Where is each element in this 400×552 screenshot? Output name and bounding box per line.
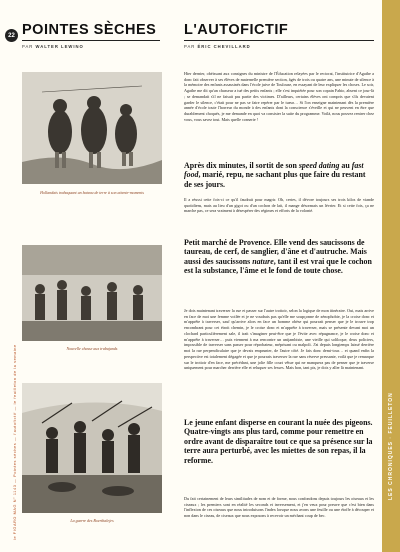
page-number: 22	[5, 29, 18, 42]
left-margin-vertical-text: le FIGARO MAG N° 1143 — Pointes sèches — l'autofictif — le feuilleton de la semaine	[13, 344, 17, 540]
left-byline-author: WALTER LEWINO	[35, 44, 84, 49]
caption-2: Nouvelle chasse aux trabajands	[66, 346, 118, 351]
paragraph-2: Il a réussi cette fois-ci ce qu'il faudrait pour magrir. Oh, certes, il dévore toujours ses trois kilos de viande quotidiens, mais au lieu d'un gigot ou d'un cochon de lait, il mange désormais un lévrier. Et si cette fois, ça ne marche pas, ce sera vraiment à désespérer des régimes et efforts de la volonté.	[184, 197, 374, 214]
engraving-crowd-icon	[22, 245, 162, 341]
right-rubric-rule	[184, 40, 374, 41]
paragraph-4: Du fait certainement de leurs similitudes de nom et de forme, nous confondons depuis toujours les oiseaux et les ciseaux ; les premiers sont en réalité les seconds et inversement, et j'en veux pour preuve que c'est bien dans l'inflexion de ces oiseaux que nous introduisons l'index lorsque nous avons une feuille ou une étoffe à découper et non dans le ciseau, de ciseaux que nous exposons à recevoir un méchant coup de bec.	[184, 496, 374, 519]
right-byline-author: ÉRIC CHEVILLARD	[197, 44, 251, 49]
right-byline	[184, 44, 251, 49]
right-sidebar-band: LES CHRONIQUES · FEUILLETON	[382, 0, 400, 552]
left-rubric-rule	[22, 40, 160, 41]
lead-paragraph-2: Petit marché de Provence. Elle vend des saucissons de taureau, de cerf, de sanglier, d'âne et d'autruche. Mais aussi des saucissons nature, tant il est vrai que le cochon est la substance, l'âme et le fond de toute chose.	[184, 238, 372, 276]
left-rubric-title: POINTES SÈCHES	[22, 22, 157, 38]
paragraph-3: Je dois maintenant traverser la rue et passer sur l'autre trottoir, selon la logique de mon itinéraire. Oui, mais arrive en face de moi une femme voilée et je ne voudrais pas qu'elle me soupçonne de xénophobie, je la croise donc et m'apprête à traverser, sauf qu'arrive alors en face un homme obèse qui pourrait penser que je le trouve trop encombrant pour cet étroit chemin, je le croise donc et m'apprête à traverser, mais se présente devant moi un clochard particulièrement sale, il irait s'imaginer peut-être que je l'évite avec répugnance, je le croise donc et m'apprête à traverser… puis viennent à ma rencontre un unijambiste, une vieille qui soliloque, deux policiers, impossible de traverser sans passer pour réprobateur, méprisant ou malpoli. J'ai depuis longtemps laissé derrière moi la rue perpendiculaire que je devais emprunter, de l'autre côté. Je fais donc demi-tour… et quand enfin la perspective est totalement dégagée et que je pourrais traverser la rue sans réserve pressante, voilà que je remarque sur le trottoir d'en face, me précédant, une jolie fille court vêtue qui ne manquera pas de penser que je traverse uniquement pour marcher derrière elle et reluquer ses fesses. Mais bon, tant pis, je dois y aller là maintenant.	[184, 308, 374, 371]
caption-3: La guerre des Boerthalejes	[70, 518, 114, 523]
paragraph-1: Hier dernier, obéissant aux consignes du ministre de l'Éducation relayées par le rectorat, l'institutrice d'Agathe a donc fait observer à ses élèves de maternelle première section, âgés de trois ou quatre ans, une minute de silence à la mémoire des enfants assassinés dans l'école juive de Toulouse, en essayant de leur expliquer les choses. Le soir, Agathe me dit qu'un chasseur a tué des petits enfants ; elle s'est inquiétée pour son copain Fabio, absent ce jour-là ; se demandait s'il ne faisait pas partie des victimes. D'ailleurs, certains élèves ont compris que s'ils devaient garder le silence, c'était pour ne pas se faire repérer par le tueur… Si l'on enseigne maintenant dès la première année d'école toute l'horreur du monde à des enfants dont la conscience s'éveille et qui ne peuvent en être que durablement choqués, je me demande en quoi va consister la suite du programme. Voilà, nous pouvez rentrer chez vous, vous savez tout. Mais quelle conserie !	[184, 71, 374, 122]
lead-paragraph-1: Après dix minutes, il sortit de son speed dating au fast food, marié, repu, ne sachant plus que faire du restant de ses jours.	[184, 161, 366, 189]
engraving-flock-icon	[22, 72, 162, 184]
caption-1: Hollandais trabaquant un bateau de terre à son attente-moments	[40, 190, 144, 195]
left-byline	[22, 44, 84, 49]
lead-paragraph-3: Le jeune enfant disperse en courant la nuée des pigeons. Quatre-vingts ans plus tard, comme pour remettre en ordre avant de disparaître tout ce que sa présence sur la terre aura perturbé, avec les miettes de son repas, il la reforme.	[184, 418, 373, 465]
left-byline-prefix: PAR	[22, 44, 34, 49]
right-rubric-title: L'AUTOFICTIF	[184, 22, 289, 38]
right-byline-prefix: PAR	[184, 44, 196, 49]
engraving-battle-icon	[22, 383, 162, 513]
